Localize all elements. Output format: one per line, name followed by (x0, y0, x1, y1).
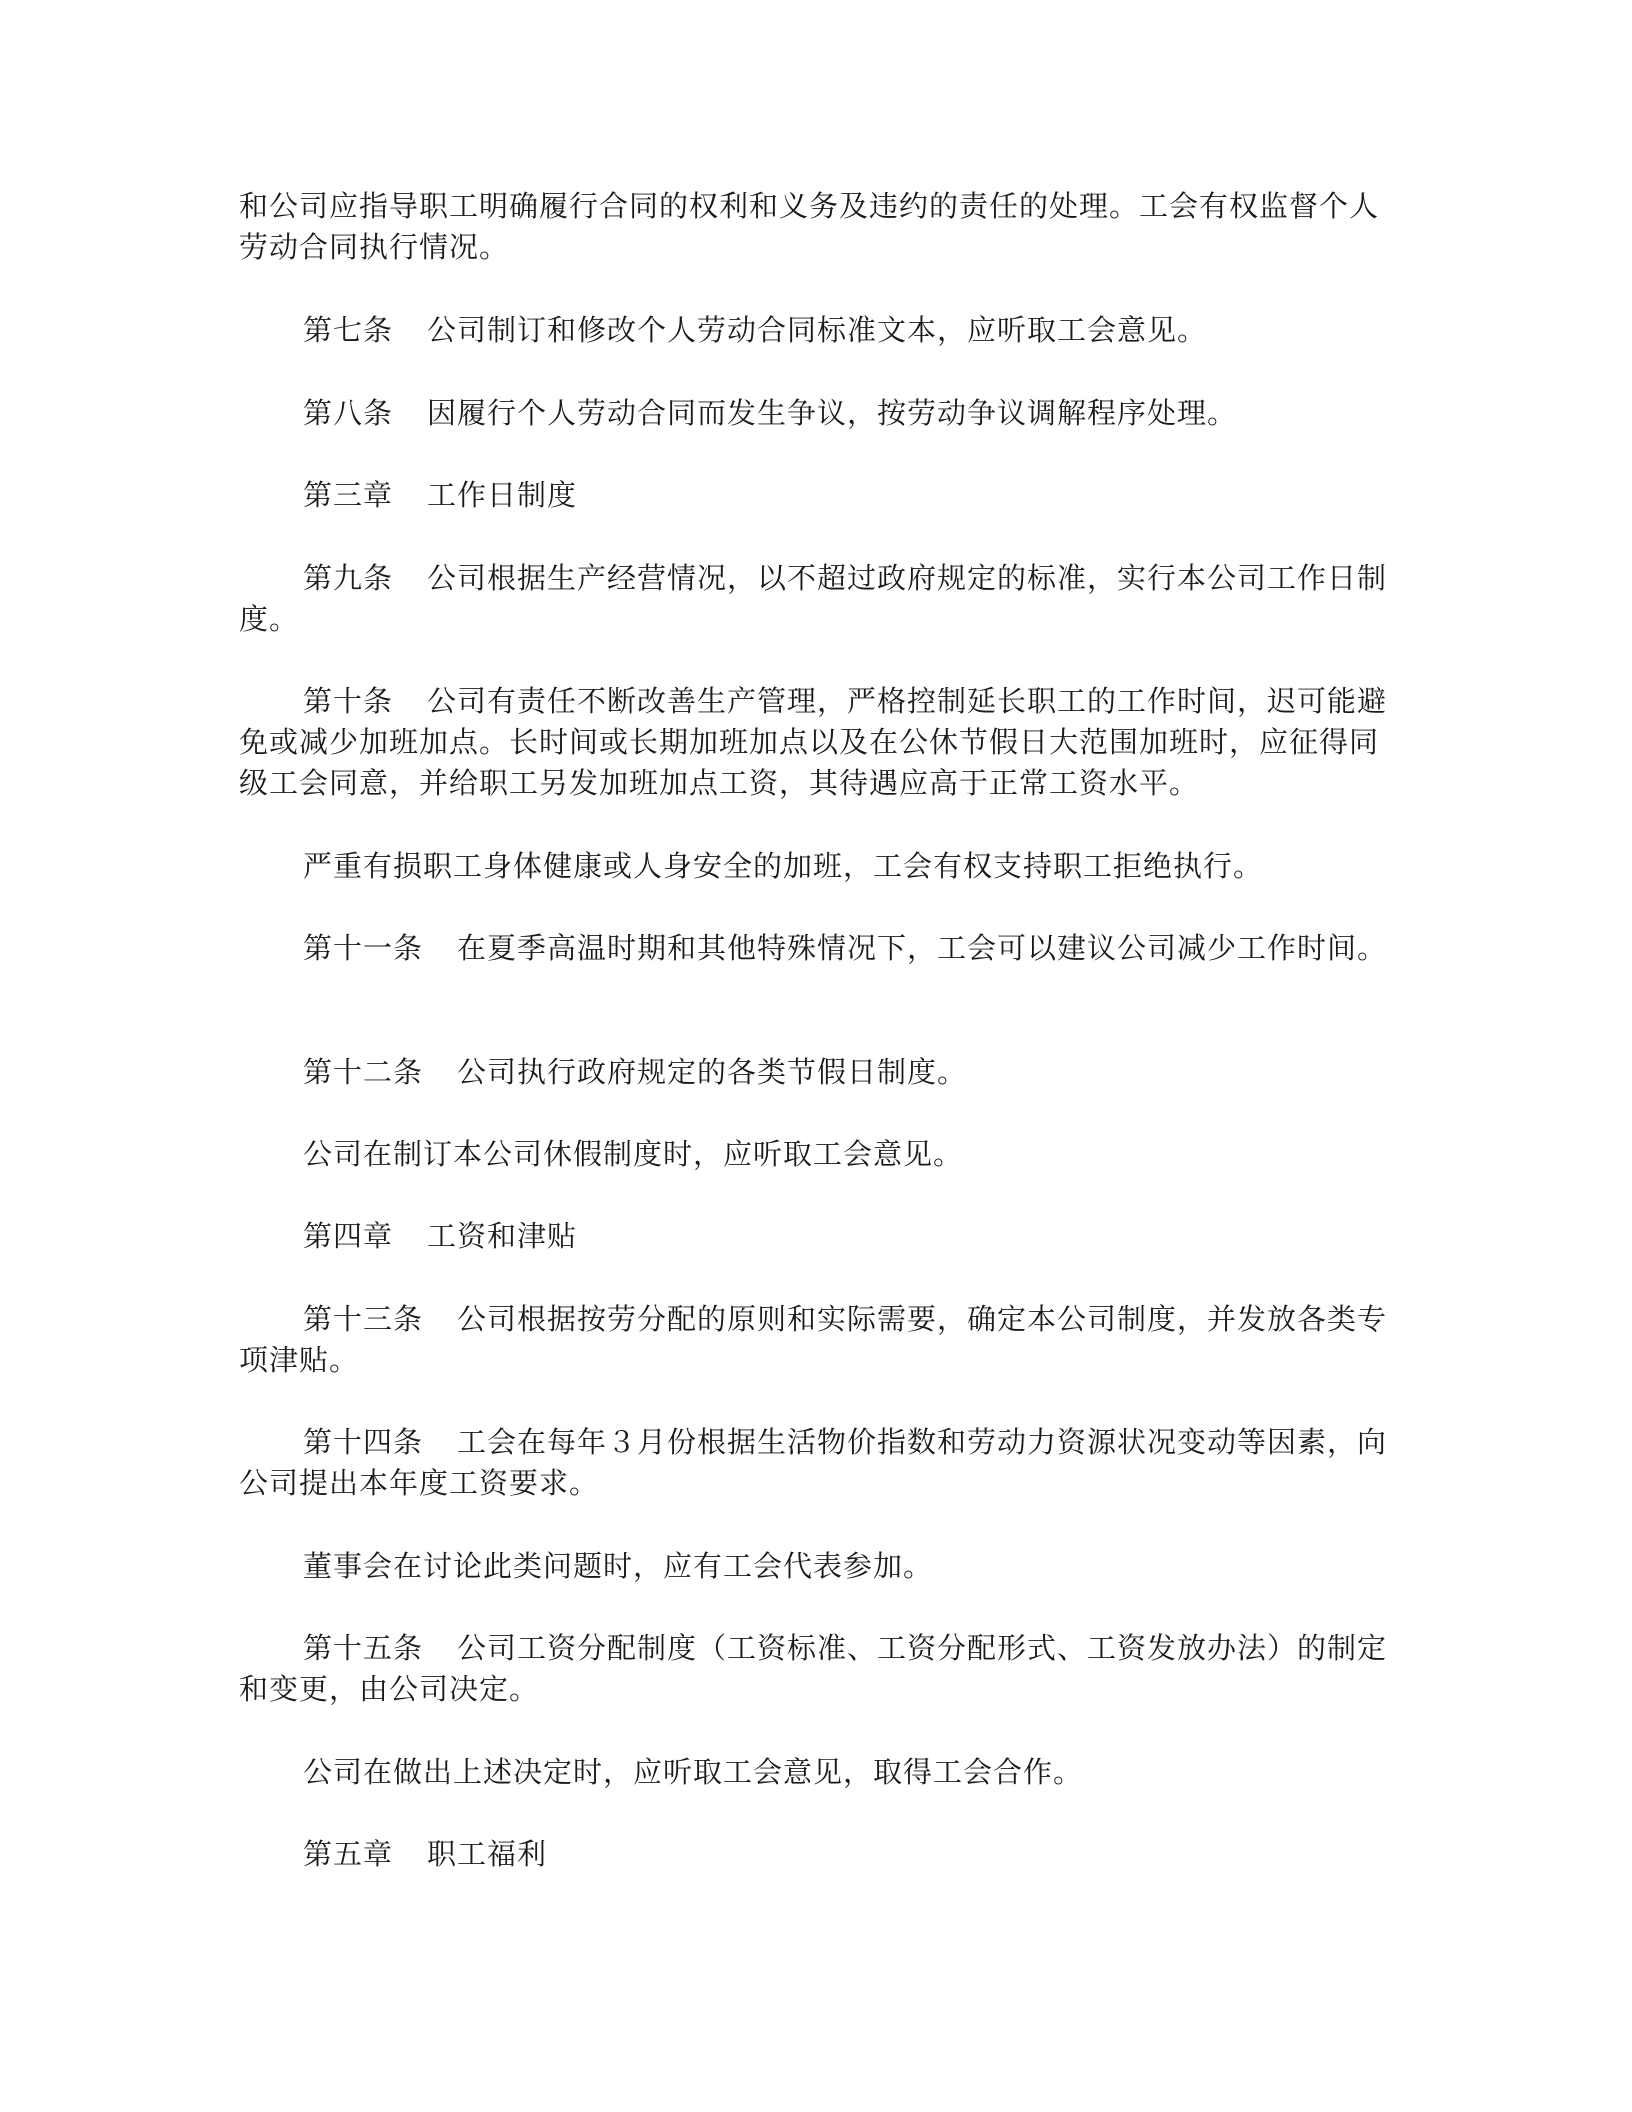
article-label: 第九条 (303, 561, 394, 595)
article-15 (239, 1628, 1389, 1710)
article-9 (239, 558, 1389, 640)
article-text: 公司工资分配制度（工资标准、工资分配形式、工资发放办法）的制定和变更，由公司决定。 (239, 1631, 1388, 1706)
article-7 (239, 310, 1389, 351)
article-text: 公司制订和修改个人劳动合同标准文本，应听取工会意见。 (427, 313, 1208, 347)
chapter-3-heading (239, 475, 1389, 516)
chapter-label: 第四章 (303, 1219, 394, 1253)
chapter-title: 工作日制度 (427, 478, 578, 512)
article-12 (239, 1052, 1389, 1093)
paragraph (239, 1546, 1389, 1587)
paragraph-text: 公司在制订本公司休假制度时，应听取工会意见。 (303, 1137, 964, 1171)
paragraph-text: 公司在做出上述决定时，应听取工会意见，取得工会合作。 (303, 1755, 1084, 1789)
paragraph (239, 1752, 1389, 1793)
article-label: 第七条 (303, 313, 394, 347)
article-label: 第十三条 (303, 1302, 424, 1336)
article-10 (239, 681, 1389, 804)
article-label: 第十四条 (303, 1425, 424, 1459)
article-text: 公司有责任不断改善生产管理，严格控制延长职工的工作时间，迟可能避免或减少加班加点。长时间或长期加班加点以及在公休节假日大范围加班时，应征得同级工会同意，并给职工另发加班加点工资，其待遇应高于正常工资水平。 (239, 684, 1388, 800)
article-11 (239, 928, 1389, 969)
paragraph-text: 和公司应指导职工明确履行合同的权利和义务及违约的责任的处理。工会有权监督个人劳动合同执行情况。 (239, 189, 1380, 264)
chapter-label: 第五章 (303, 1837, 394, 1871)
article-13 (239, 1299, 1389, 1381)
article-label: 第十一条 (303, 931, 424, 965)
article-text: 公司根据生产经营情况，以不超过政府规定的标准，实行本公司工作日制度。 (239, 561, 1388, 636)
paragraph (239, 1134, 1389, 1175)
article-text: 工会在每年３月份根据生活物价指数和劳动力资源状况变动等因素，向公司提出本年度工资要求。 (239, 1425, 1388, 1500)
paragraph-text: 严重有损职工身体健康或人身安全的加班，工会有权支持职工拒绝执行。 (303, 849, 1264, 883)
article-label: 第十二条 (303, 1055, 424, 1089)
article-14 (239, 1422, 1389, 1504)
article-8 (239, 393, 1389, 434)
chapter-title: 职工福利 (427, 1837, 548, 1871)
article-label: 第十五条 (303, 1631, 424, 1665)
chapter-title: 工资和津贴 (427, 1219, 578, 1253)
chapter-4-heading (239, 1216, 1389, 1257)
article-text: 因履行个人劳动合同而发生争议，按劳动争议调解程序处理。 (427, 396, 1238, 430)
paragraph (239, 846, 1389, 887)
paragraph-continuation (239, 186, 1389, 268)
article-text: 在夏季高温时期和其他特殊情况下，工会可以建议公司减少工作时间。 (457, 931, 1388, 965)
chapter-5-heading (239, 1834, 1389, 1875)
article-label: 第八条 (303, 396, 394, 430)
article-text: 公司根据按劳分配的原则和实际需要，确定本公司制度，并发放各类专项津贴。 (239, 1302, 1388, 1377)
article-text: 公司执行政府规定的各类节假日制度。 (457, 1055, 968, 1089)
chapter-label: 第三章 (303, 478, 394, 512)
paragraph-text: 董事会在讨论此类问题时，应有工会代表参加。 (303, 1549, 934, 1583)
article-label: 第十条 (303, 684, 394, 718)
